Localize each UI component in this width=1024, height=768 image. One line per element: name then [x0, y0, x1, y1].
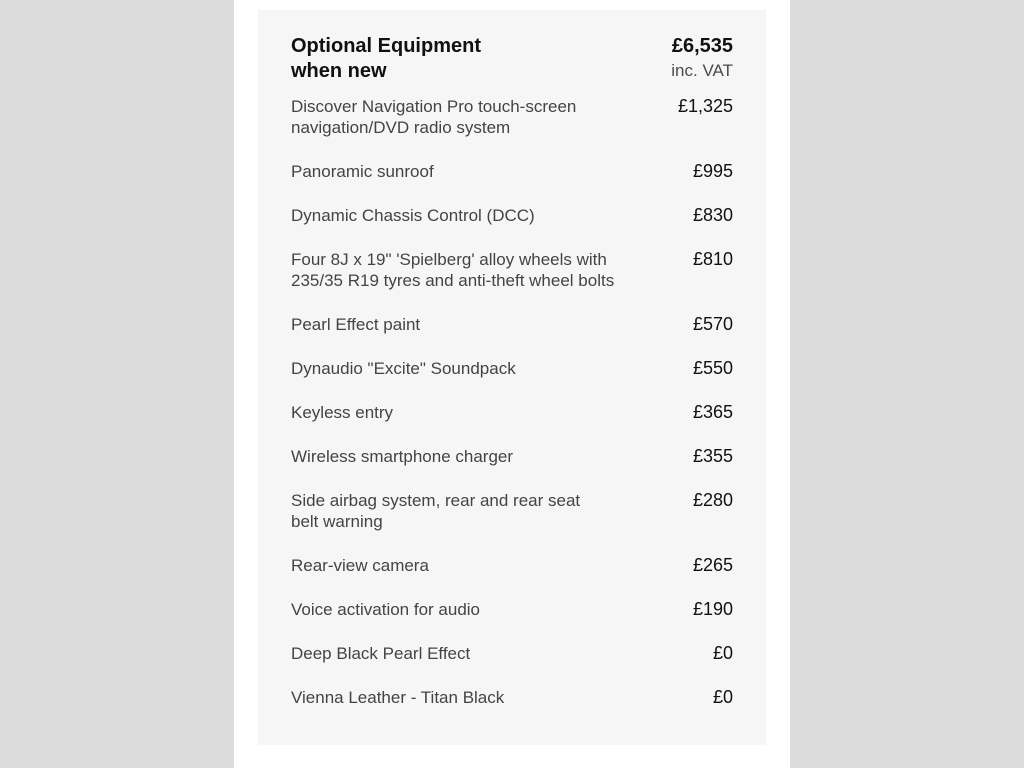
equipment-row [291, 555, 733, 576]
equipment-label: Voice activation for audio [291, 600, 481, 619]
equipment-label: Keyless entry [291, 403, 394, 422]
equipment-price: £810 [692, 249, 733, 269]
equipment-label: Deep Black Pearl Effect [291, 644, 471, 663]
equipment-row [291, 314, 733, 335]
equipment-title [291, 34, 531, 84]
equipment-label-line-2: navigation/DVD radio system [291, 118, 511, 137]
equipment-row [291, 446, 733, 467]
equipment-label [291, 249, 661, 291]
equipment-row [291, 402, 733, 423]
equipment-label-line-1: Side airbag system, rear and rear seat [291, 491, 581, 510]
optional-equipment-card [258, 10, 766, 745]
equipment-row [291, 490, 733, 532]
equipment-price: £190 [692, 599, 733, 619]
equipment-label-line-2: 235/35 R19 tyres and anti-theft wheel bolts [291, 271, 615, 290]
equipment-total-price: £6,535 [671, 35, 733, 57]
page-panel [234, 0, 790, 768]
equipment-label: Pearl Effect paint [291, 315, 421, 334]
equipment-row [291, 599, 733, 620]
equipment-price: £1,325 [677, 96, 733, 116]
equipment-total [671, 34, 733, 83]
equipment-label [291, 490, 661, 532]
equipment-label-line-1: Discover Navigation Pro touch-screen [291, 97, 577, 116]
equipment-price: £0 [712, 643, 733, 663]
equipment-title-line-1: Optional Equipment [291, 35, 481, 57]
equipment-price: £0 [712, 687, 733, 707]
equipment-row [291, 687, 733, 708]
equipment-label [291, 96, 661, 138]
equipment-label: Vienna Leather - Titan Black [291, 688, 505, 707]
equipment-price: £365 [692, 402, 733, 422]
equipment-row [291, 358, 733, 379]
equipment-price: £570 [692, 314, 733, 334]
equipment-header [291, 34, 733, 84]
equipment-label-line-2: belt warning [291, 512, 383, 531]
equipment-price: £280 [692, 490, 733, 510]
equipment-row [291, 161, 733, 182]
equipment-label-line-1: Four 8J x 19" 'Spielberg' alloy wheels with [291, 250, 607, 269]
vat-note: inc. VAT [671, 61, 733, 80]
equipment-price: £355 [692, 446, 733, 466]
equipment-label: Dynaudio "Excite" Soundpack [291, 359, 516, 378]
equipment-label: Dynamic Chassis Control (DCC) [291, 206, 535, 225]
equipment-title-line-2: when new [291, 60, 387, 82]
equipment-label: Panoramic sunroof [291, 162, 434, 181]
equipment-label: Rear-view camera [291, 556, 429, 575]
equipment-price: £265 [692, 555, 733, 575]
equipment-price: £830 [692, 205, 733, 225]
equipment-row [291, 96, 733, 138]
equipment-price: £995 [692, 161, 733, 181]
equipment-row [291, 643, 733, 664]
equipment-row [291, 249, 733, 291]
equipment-price: £550 [692, 358, 733, 378]
equipment-label: Wireless smartphone charger [291, 447, 514, 466]
equipment-row [291, 205, 733, 226]
